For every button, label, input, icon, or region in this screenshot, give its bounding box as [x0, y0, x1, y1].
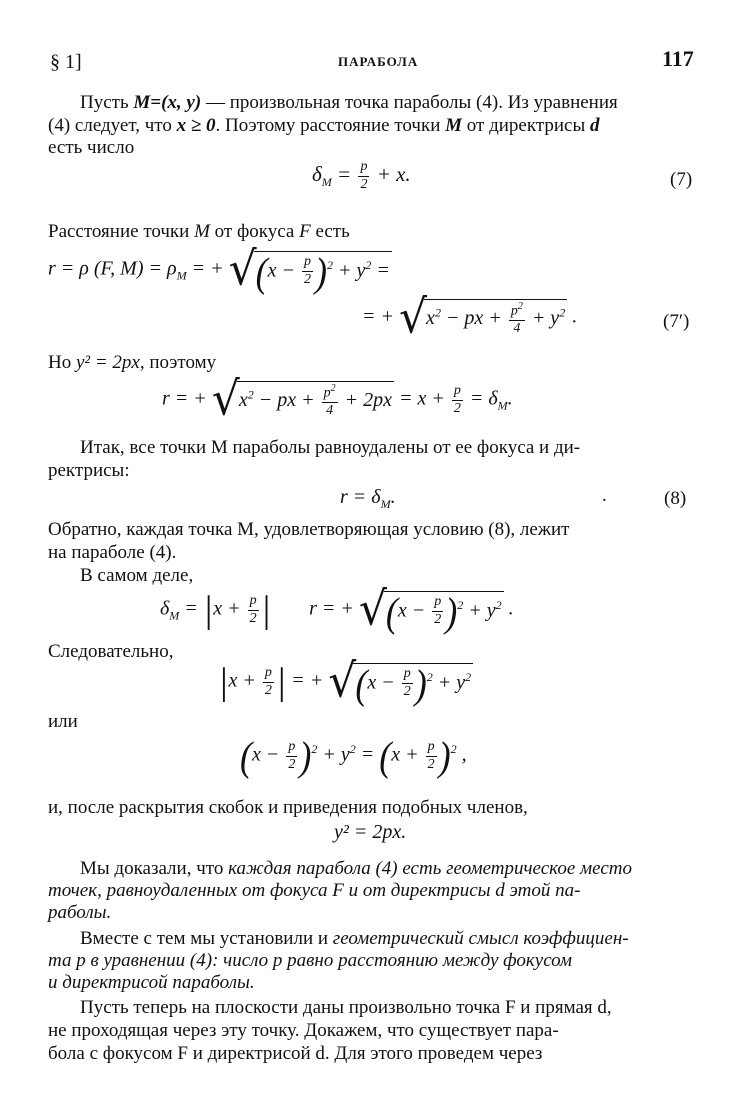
proved-line1: Мы доказали, что каждая парабола (4) есть геометрическое место — [80, 858, 632, 879]
last-para-line1: Пусть теперь на плоскости даны произвольно точка F и прямая d, — [80, 997, 612, 1018]
conclusion-line2: ректрисы: — [48, 460, 130, 481]
equation-s: |x + $\frac{p}{2}$ | = + √(x − $\frac{p}{2}$ )$^2 + y^2$ — [218, 654, 472, 709]
meaning-line3: и директрисой параболы. — [48, 972, 255, 993]
para1-line2: (4) следует, что x ≥ 0. Поэтому расстояние точки M от директрисы d — [48, 115, 600, 136]
converse-line3: В самом деле, — [80, 565, 194, 586]
meaning-line2: та p в уравнении (4): число p равно расстоянию между фокусом — [48, 950, 573, 971]
expansion-line: и, после раскрытия скобок и приведения подобных членов, — [48, 797, 528, 818]
equation-abs: $\delta_M = |x$ + $\frac{p}{2}$ | r = + √(x − $\frac{p}{2}$ )$^2 + y^2$ . — [160, 582, 514, 637]
equation-7prime-label: (7′) — [663, 311, 690, 332]
equation-r: r = + $√x^2$ − px + $\frac{p^2}{4}$ + 2px = x + $\frac{p}{2}$ = $\delta_M$. — [162, 372, 513, 427]
equation-8: $r = \delta_M$. — [340, 486, 396, 511]
page-number: 117 — [662, 46, 694, 71]
equation-7: $\delta_M$ = $\frac{p}{2}$ + x. — [312, 159, 411, 192]
converse-line2: на параболе (4). — [48, 542, 177, 563]
equation-7-label: (7) — [670, 169, 693, 190]
last-para-line3: бола с фокусом F и директрисой d. Для этого проведем через — [48, 1043, 543, 1064]
substitution-line: Но y² = 2px, поэтому — [48, 352, 217, 373]
para1-line1: Пусть M=(x, y) — произвольная точка параболы (4). Из уравнения — [80, 92, 618, 113]
converse-line1: Обратно, каждая точка M, удовлетворяющая условию (8), лежит — [48, 519, 570, 540]
equation-7prime-line2: = + $√x^2$ − px + $\frac{p^2}{4}$ + $y^2$ . — [362, 290, 578, 345]
last-para-line2: не проходящая через эту точку. Докажем, что существует пара- — [48, 1020, 559, 1041]
para1-line3: есть число — [48, 137, 135, 158]
section-mark: § 1] — [50, 51, 82, 73]
equation-squared: (x − $\frac{p}{2}$ )$^2 + y^2 = (x$ + $\frac{p}{2}$ )$^2$ , — [240, 733, 467, 779]
focus-distance-line: Расстояние точки M от фокуса F есть — [48, 221, 350, 242]
conclusion-line1: Итак, все точки M параболы равноудалены от ее фокуса и ди- — [80, 437, 581, 458]
proved-line2: точек, равноудаленных от фокуса F и от директрисы d этой па- — [48, 880, 581, 901]
equation-final: y² = 2px. — [334, 821, 407, 843]
meaning-line1: Вместе с тем мы установили и геометрический смысл коэффициен- — [80, 928, 629, 949]
equation-8-label: (8) — [664, 488, 687, 509]
equation-7prime-line1: r = ρ (F, $M) = \rho_M$ = + √(x − $\frac{p}{2}$ )$^2 + y^2$ = — [48, 242, 390, 297]
therefore-line: Следовательно, — [48, 641, 174, 662]
or-line: или — [48, 711, 78, 732]
proved-line3: раболы. — [48, 902, 112, 923]
equation-8-dot: . — [602, 485, 607, 506]
running-title: ПАРАБОЛА — [338, 54, 419, 69]
